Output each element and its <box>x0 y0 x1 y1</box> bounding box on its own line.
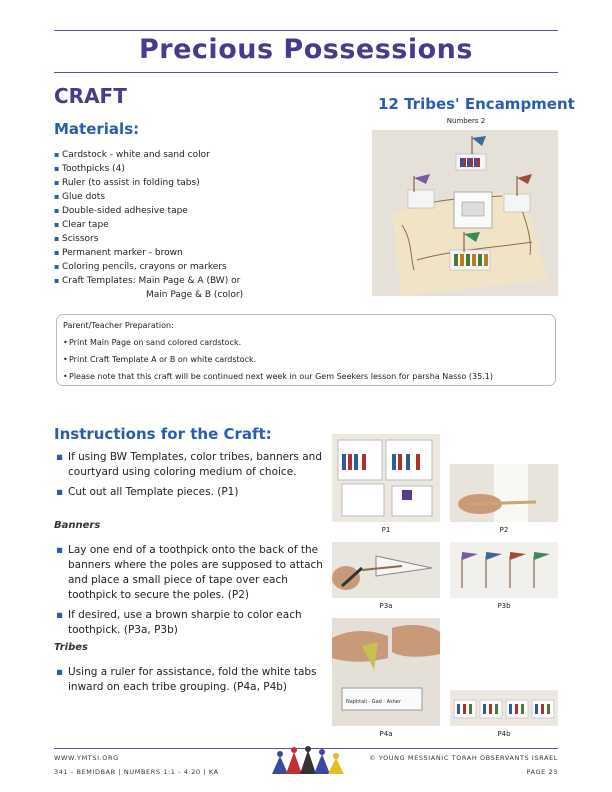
tribes-heading: Tribes <box>54 642 88 653</box>
photo-p3a <box>332 542 440 598</box>
list-item: ▪ Clear tape <box>54 218 243 232</box>
photo-p2 <box>450 464 558 522</box>
caption-p4b: P4b <box>497 730 511 738</box>
list-item: ▪ Cut out all Template pieces. (P1) <box>54 485 328 500</box>
caption-p3b: P3b <box>497 602 511 610</box>
list-item: ▪ Glue dots <box>54 190 243 204</box>
craft-heading: CRAFT <box>54 84 127 108</box>
caption-p3a: P3a <box>379 602 393 610</box>
tribes-steps <box>54 665 328 700</box>
instructions-heading: Instructions for the Craft: <box>54 425 272 443</box>
footer-reference: 341 - BEMIDBAR | NUMBERS 1:1 - 4:20 | KA <box>54 768 219 776</box>
feature-subtitle: Numbers 2 <box>446 117 486 125</box>
list-item: ▪ Double-sided adhesive tape <box>54 204 243 218</box>
top-rule <box>54 30 558 31</box>
photo-p1 <box>332 434 440 522</box>
list-item: ▪ Toothpicks (4) <box>54 162 243 176</box>
materials-heading: Materials: <box>54 120 140 138</box>
photo-p3b <box>450 542 558 598</box>
footer-page-number: PAGE 23 <box>526 768 558 776</box>
caption-p1: P1 <box>381 526 391 534</box>
list-item: ▪ Craft Templates: Main Page & A (BW) or <box>54 274 243 288</box>
page-title: Precious Possessions <box>139 34 473 65</box>
footer-copyright: © YOUNG MESSIANIC TORAH OBSERVANTS ISRAEL <box>369 754 558 762</box>
banners-heading: Banners <box>54 520 101 531</box>
list-item: ▪ Ruler (to assist in folding tabs) <box>54 176 243 190</box>
banners-steps <box>54 543 328 643</box>
list-item: • Print Main Page on sand colored cardstock. <box>63 334 493 351</box>
preparation-heading: Parent/Teacher Preparation: <box>63 321 174 330</box>
encampment-photo <box>372 130 558 296</box>
list-item: • Please note that this craft will be continued next week in our Gem Seekers lesson for parsha Nasso (35.1) <box>63 368 493 385</box>
list-item: ▪ Using a ruler for assistance, fold the white tabs inward on each tribe grouping. (P4a, P4b) <box>54 665 328 695</box>
footer-website: WWW.YMTSI.ORG <box>54 754 119 762</box>
preparation-box <box>56 314 556 386</box>
photo-p4a-label: Naphtali · Gad · Asher <box>346 699 401 705</box>
list-item: ▪ Cardstock - white and sand color <box>54 148 243 162</box>
title-underline <box>54 72 558 73</box>
photo-p4a <box>332 618 440 726</box>
caption-p4a: P4a <box>379 730 393 738</box>
photo-p4b <box>450 690 558 726</box>
list-item: ▪ Lay one end of a toothpick onto the back of the banners where the poles are supposed to attach and place a small piece of tape over each toothpick to secure the poles. (P2) <box>54 543 328 603</box>
feature-title: 12 Tribes' Encampment <box>378 95 575 113</box>
preparation-list <box>63 334 493 385</box>
ymtsi-logo-icon <box>270 746 350 776</box>
intro-steps <box>54 450 328 505</box>
list-item: ▪ Coloring pencils, crayons or markers <box>54 260 243 274</box>
materials-list <box>54 148 243 302</box>
list-item: ▪ Permanent marker - brown <box>54 246 243 260</box>
list-item: • Print Craft Template A or B on white cardstock. <box>63 351 493 368</box>
caption-p2: P2 <box>499 526 509 534</box>
list-item: ▪ If using BW Templates, color tribes, banners and courtyard using coloring medium of choice. <box>54 450 328 480</box>
list-item: ▪ Scissors <box>54 232 243 246</box>
list-item: ▪ If desired, use a brown sharpie to color each toothpick. (P3a, P3b) <box>54 608 328 638</box>
list-item-continuation: Main Page & B (color) <box>146 290 244 300</box>
